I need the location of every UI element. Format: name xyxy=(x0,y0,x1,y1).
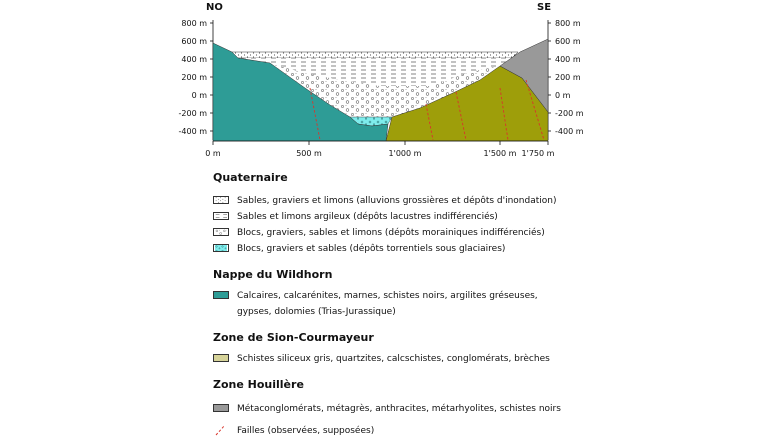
left-tick-label: 400 m xyxy=(181,55,207,64)
right-tick-label: -200 m xyxy=(555,109,584,118)
wildhorn-color-swatch xyxy=(213,291,229,299)
distance-tick-label: 0 m xyxy=(205,149,221,158)
cyan-circle-pattern-swatch xyxy=(213,244,229,252)
dashed-pattern-swatch xyxy=(213,212,229,220)
legend-label-wildhorn xyxy=(237,288,538,320)
right-tick-label: 600 m xyxy=(555,37,581,46)
legend-label-line: gypses, dolomies (Trias-Jurassique) xyxy=(237,307,396,317)
legend-label: Failles (observées, supposées) xyxy=(237,426,375,436)
left-tick-label: -400 m xyxy=(178,127,207,136)
legend-label: Sables et limons argileux (dépôts lacustres indifférenciés) xyxy=(237,212,498,222)
sion-color-swatch xyxy=(213,354,229,362)
fault-line-icon xyxy=(213,424,229,436)
legend-label: Sables, graviers et limons (alluvions grossières et dépôts d'inondation) xyxy=(237,196,557,206)
distance-tick-label: 500 m xyxy=(296,149,322,158)
direction-se-label: SE xyxy=(537,2,552,13)
distance-tick-label: 1'750 m xyxy=(521,149,555,158)
legend-title-houillere: Zone Houillère xyxy=(213,378,304,391)
geological-cross-section xyxy=(0,0,760,170)
right-elevation-axis xyxy=(548,19,584,140)
legend-title-wildhorn: Nappe du Wildhorn xyxy=(213,268,333,281)
direction-nw-label: NO xyxy=(206,2,223,13)
legend-label: Métaconglomérats, métagrès, anthracites, métarhyolites, schistes noirs xyxy=(237,404,561,414)
legend-item-sion-courmayeur xyxy=(213,351,550,367)
houillere-color-swatch xyxy=(213,404,229,412)
right-tick-label: 400 m xyxy=(555,55,581,64)
left-tick-label: 0 m xyxy=(191,91,207,100)
left-tick-label: 600 m xyxy=(181,37,207,46)
legend-item-moraine xyxy=(213,225,545,241)
left-elevation-axis xyxy=(179,19,214,140)
quaternary-alluvium-unit xyxy=(232,52,518,58)
distance-tick-label: 1'000 m xyxy=(388,149,422,158)
dotted-pattern-swatch xyxy=(213,196,229,204)
right-tick-label: -400 m xyxy=(555,127,584,136)
left-tick-label: 800 m xyxy=(181,19,207,28)
legend-item-subglacial xyxy=(213,241,505,257)
legend-item-alluvium xyxy=(213,193,557,209)
legend-label: Schistes siliceux gris, quartzites, calcschistes, conglomérats, brèches xyxy=(237,354,550,364)
right-tick-label: 800 m xyxy=(555,19,581,28)
legend-label: Blocs, graviers, sables et limons (dépôts morainiques indifférenciés) xyxy=(237,228,545,238)
legend-item-lacustrine xyxy=(213,209,498,225)
circle-pattern-swatch xyxy=(213,228,229,236)
legend-title-quaternaire: Quaternaire xyxy=(213,171,288,184)
legend-item-wildhorn xyxy=(213,288,538,320)
right-tick-label: 200 m xyxy=(555,73,581,82)
left-tick-label: -200 m xyxy=(178,109,207,118)
left-tick-label: 200 m xyxy=(181,73,207,82)
distance-tick-label: 1'500 m xyxy=(483,149,517,158)
legend-label: Blocs, graviers et sables (dépôts torrentiels sous glaciaires) xyxy=(237,244,506,254)
legend-title-sion-courmayeur: Zone de Sion-Courmayeur xyxy=(213,331,374,344)
legend-item-faults xyxy=(213,423,374,439)
legend-item-houillere xyxy=(213,401,561,417)
legend-label-line: Calcaires, calcarénites, marnes, schistes noirs, argilites gréseuses, xyxy=(237,291,538,301)
distance-axis xyxy=(205,141,554,158)
right-tick-label: 0 m xyxy=(555,91,571,100)
